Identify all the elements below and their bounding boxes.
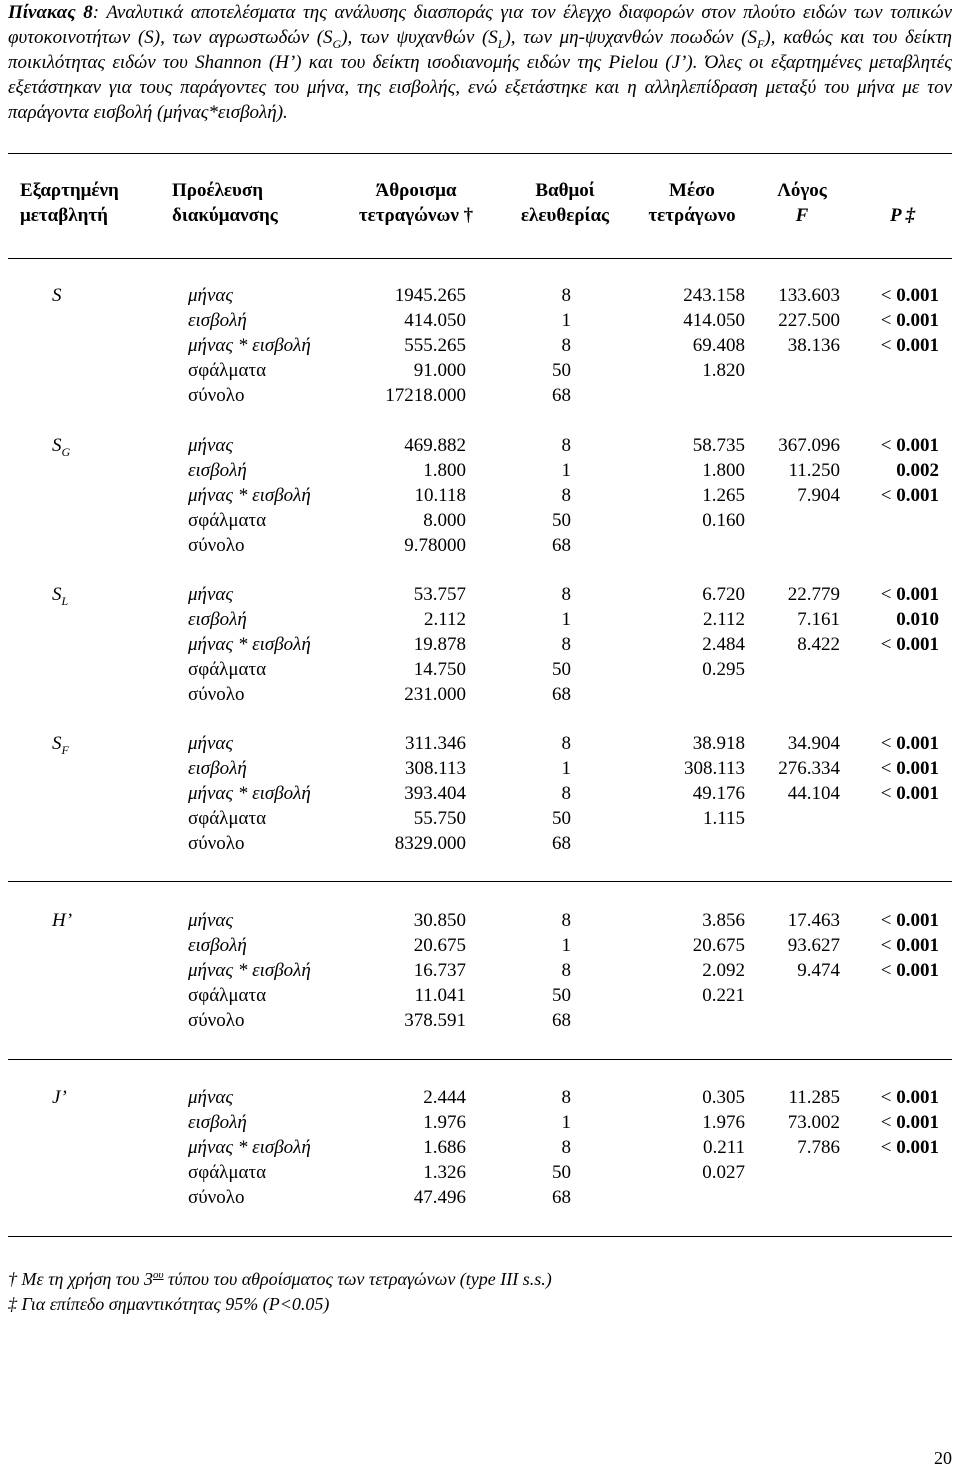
f-ratio-cell: 11.250 <box>788 460 840 481</box>
header-sum-of-squares <box>351 178 481 228</box>
p-value-number: 0.001 <box>896 485 939 506</box>
source-cell: εισβολή <box>188 460 247 481</box>
table-row <box>0 333 960 358</box>
p-value-cell <box>896 607 939 632</box>
table-row <box>0 433 960 458</box>
mean-square-cell: 0.295 <box>702 659 745 680</box>
variable-symbol: H’ <box>52 910 73 931</box>
caption-text-4: ), καθώς και του δείκτη ποικιλότητας ειδών του Shannon (H’) και του δείκτη ισοδιανομής ειδών της Pielou (J’). Όλες οι εξαρτημένες μεταβλητές εξετάστηκαν για τους παράγοντες του μήνα, της εισβολής, ενώ εξετάστηκε και η αλληλεπίδραση μεταξύ του μήνα με τον παράγοντα εισβολή (μήνας*εισβολή). <box>8 27 952 123</box>
table-row <box>0 1160 960 1185</box>
variable-subscript: F <box>61 742 69 757</box>
sum-of-squares-cell: 1.800 <box>423 460 466 481</box>
variable-subscript: L <box>61 593 69 608</box>
p-value-number: 0.001 <box>896 783 939 804</box>
sum-of-squares-cell: 1945.265 <box>394 285 466 306</box>
p-value-number: 0.001 <box>896 584 939 605</box>
footnote-text: † Με τη χρήση του 3 <box>8 1269 153 1289</box>
source-cell: μήνας <box>188 1087 234 1108</box>
header-p-value: P ‡ <box>890 205 916 226</box>
degrees-of-freedom-cell: 8 <box>561 733 571 754</box>
p-value-number: 0.001 <box>896 935 939 956</box>
table-row <box>0 508 960 533</box>
mean-square-cell: 1.820 <box>702 360 745 381</box>
p-value-prefix: < <box>880 310 897 331</box>
dependent-variable-label <box>52 1085 67 1110</box>
source-cell: μήνας <box>188 584 234 605</box>
sum-of-squares-cell: 17218.000 <box>385 385 466 406</box>
degrees-of-freedom-cell: 1 <box>561 1112 571 1133</box>
source-cell: σύνολο <box>188 385 245 406</box>
degrees-of-freedom-cell: 68 <box>552 684 571 705</box>
source-cell: μήνας * εισβολή <box>188 335 311 356</box>
p-value-number: 0.001 <box>896 634 939 655</box>
source-cell: μήνας <box>188 285 234 306</box>
f-ratio-cell: 22.779 <box>787 584 840 605</box>
table-row <box>0 1008 960 1033</box>
f-ratio-cell: 8.422 <box>797 634 840 655</box>
sum-of-squares-cell: 8.000 <box>423 510 466 531</box>
dependent-variable-label <box>52 582 68 607</box>
table-row <box>0 358 960 383</box>
p-value-prefix: < <box>880 285 897 306</box>
table-row <box>0 831 960 856</box>
sum-of-squares-cell: 2.112 <box>423 609 466 630</box>
sum-of-squares-cell: 469.882 <box>404 435 466 456</box>
degrees-of-freedom-cell: 68 <box>552 833 571 854</box>
table-row <box>0 533 960 558</box>
variable-symbol: S <box>52 435 62 456</box>
f-ratio-cell: 17.463 <box>787 910 840 931</box>
sum-of-squares-cell: 55.750 <box>413 808 466 829</box>
p-value-cell <box>881 1135 939 1160</box>
f-ratio-cell: 367.096 <box>778 435 840 456</box>
f-ratio-cell: 44.104 <box>787 783 840 804</box>
caption-text-3: ), των μη-ψυχανθών ποωδών (S <box>504 27 758 48</box>
caption-sub-g: G <box>332 36 342 51</box>
caption-sub-f: F <box>757 36 765 51</box>
sum-of-squares-cell: 19.878 <box>413 634 466 655</box>
degrees-of-freedom-cell: 8 <box>561 1137 571 1158</box>
header-line: Προέλευση <box>172 180 264 201</box>
mean-square-cell: 1.976 <box>702 1112 745 1133</box>
p-value-prefix: < <box>880 960 897 981</box>
degrees-of-freedom-cell: 8 <box>561 435 571 456</box>
p-value-cell <box>881 283 939 308</box>
degrees-of-freedom-cell: 1 <box>561 935 571 956</box>
table-row <box>0 806 960 831</box>
table-row <box>0 1085 960 1110</box>
header-f-ratio <box>762 178 842 228</box>
table-row <box>0 908 960 933</box>
mean-square-cell: 0.305 <box>702 1087 745 1108</box>
f-ratio-cell: 276.334 <box>778 758 840 779</box>
p-value-cell <box>881 333 939 358</box>
degrees-of-freedom-cell: 8 <box>561 335 571 356</box>
degrees-of-freedom-cell: 50 <box>552 808 571 829</box>
footnote-superscript: ου <box>152 1269 164 1281</box>
dependent-variable-label <box>52 908 72 933</box>
p-value-prefix: < <box>880 435 897 456</box>
degrees-of-freedom-cell: 8 <box>561 485 571 506</box>
header-line: τετράγωνο <box>648 205 736 226</box>
source-cell: μήνας * εισβολή <box>188 783 311 804</box>
p-value-prefix: < <box>880 1137 897 1158</box>
p-value-cell <box>881 308 939 333</box>
f-ratio-cell: 7.786 <box>797 1137 840 1158</box>
degrees-of-freedom-cell: 50 <box>552 510 571 531</box>
source-cell: εισβολή <box>188 935 247 956</box>
p-value-prefix: < <box>880 910 897 931</box>
caption-text-2: ), των ψυχανθών (S <box>341 27 498 48</box>
degrees-of-freedom-cell: 8 <box>561 285 571 306</box>
degrees-of-freedom-cell: 8 <box>561 634 571 655</box>
sum-of-squares-cell: 1.976 <box>423 1112 466 1133</box>
header-degrees-of-freedom <box>510 178 620 228</box>
sum-of-squares-cell: 8329.000 <box>394 833 466 854</box>
source-cell: σφάλματα <box>188 1162 267 1183</box>
mean-square-cell: 308.113 <box>683 758 745 779</box>
source-cell: σφάλματα <box>188 808 267 829</box>
p-value-cell <box>881 1085 939 1110</box>
group-divider-rule <box>8 1059 952 1060</box>
header-line: τετραγώνων † <box>358 205 474 226</box>
sum-of-squares-cell: 2.444 <box>423 1087 466 1108</box>
mean-square-cell: 2.092 <box>702 960 745 981</box>
sum-of-squares-cell: 16.737 <box>413 960 466 981</box>
mean-square-cell: 0.221 <box>702 985 745 1006</box>
mean-square-cell: 1.800 <box>702 460 745 481</box>
dependent-variable-label <box>52 283 62 308</box>
header-line: F <box>795 205 809 226</box>
source-cell: εισβολή <box>188 609 247 630</box>
page-number: 20 <box>934 1448 952 1468</box>
mean-square-cell: 3.856 <box>702 910 745 931</box>
p-value-number: 0.001 <box>896 335 939 356</box>
source-cell: μήνας * εισβολή <box>188 634 311 655</box>
p-value-number: 0.001 <box>896 1112 939 1133</box>
variable-subscript: G <box>61 444 71 459</box>
degrees-of-freedom-cell: 68 <box>552 535 571 556</box>
degrees-of-freedom-cell: 1 <box>561 609 571 630</box>
sum-of-squares-cell: 9.78000 <box>404 535 466 556</box>
table-row <box>0 283 960 308</box>
footnotes <box>8 1263 552 1317</box>
source-cell: μήνας <box>188 910 234 931</box>
p-value-prefix: < <box>880 584 897 605</box>
header-line: ελευθερίας <box>520 205 610 226</box>
p-value-cell <box>896 458 939 483</box>
p-value-cell <box>881 933 939 958</box>
table-row <box>0 483 960 508</box>
f-ratio-cell: 7.904 <box>797 485 840 506</box>
p-value-prefix: < <box>880 733 897 754</box>
degrees-of-freedom-cell: 50 <box>552 985 571 1006</box>
source-cell: μήνας <box>188 435 234 456</box>
mean-square-cell: 243.158 <box>683 285 745 306</box>
p-value-cell <box>881 433 939 458</box>
table-row <box>0 958 960 983</box>
source-cell: εισβολή <box>188 1112 247 1133</box>
table-caption <box>8 0 952 125</box>
p-value-number: 0.001 <box>896 1087 939 1108</box>
table-bottom-rule <box>8 1236 952 1237</box>
mean-square-cell: 0.211 <box>702 1137 745 1158</box>
p-value-cell <box>881 908 939 933</box>
sum-of-squares-cell: 231.000 <box>404 684 466 705</box>
p-value-number: 0.001 <box>896 758 939 779</box>
table-row <box>0 308 960 333</box>
f-ratio-cell: 7.161 <box>797 609 840 630</box>
sum-of-squares-cell: 20.675 <box>413 935 466 956</box>
table-row <box>0 1185 960 1210</box>
header-line: διακύμανσης <box>172 205 278 226</box>
sum-of-squares-cell: 308.113 <box>404 758 466 779</box>
f-ratio-cell: 11.285 <box>788 1087 840 1108</box>
p-value-cell <box>881 1110 939 1135</box>
table-row <box>0 1135 960 1160</box>
sum-of-squares-cell: 414.050 <box>404 310 466 331</box>
sum-of-squares-cell: 393.404 <box>404 783 466 804</box>
sum-of-squares-cell: 30.850 <box>413 910 466 931</box>
f-ratio-cell: 93.627 <box>787 935 840 956</box>
header-line: Λόγος <box>777 180 827 201</box>
f-ratio-cell: 9.474 <box>797 960 840 981</box>
table-row <box>0 582 960 607</box>
p-value-number: 0.001 <box>896 910 939 931</box>
mean-square-cell: 58.735 <box>692 435 745 456</box>
sum-of-squares-cell: 47.496 <box>413 1187 466 1208</box>
header-mean-square <box>637 178 747 228</box>
degrees-of-freedom-cell: 50 <box>552 1162 571 1183</box>
degrees-of-freedom-cell: 1 <box>561 310 571 331</box>
variable-symbol: S <box>52 285 62 306</box>
p-value-number: 0.001 <box>896 1137 939 1158</box>
sum-of-squares-cell: 311.346 <box>404 733 466 754</box>
mean-square-cell: 49.176 <box>692 783 745 804</box>
source-cell: εισβολή <box>188 310 247 331</box>
sum-of-squares-cell: 378.591 <box>404 1010 466 1031</box>
p-value-prefix: < <box>880 758 897 779</box>
table-row <box>0 657 960 682</box>
footnote-significance: ‡ Για επίπεδο σημαντικότητας 95% (P<0.05) <box>8 1294 330 1314</box>
dependent-variable-label <box>52 731 69 756</box>
dependent-variable-label <box>52 433 70 458</box>
table-row <box>0 632 960 657</box>
header-line: Εξαρτημένη <box>20 180 119 201</box>
sum-of-squares-cell: 53.757 <box>413 584 466 605</box>
header-source-of-variation <box>172 178 278 228</box>
mean-square-cell: 1.265 <box>702 485 745 506</box>
p-value-cell <box>881 483 939 508</box>
table-row <box>0 607 960 632</box>
sum-of-squares-cell: 11.041 <box>414 985 466 1006</box>
table-top-rule <box>8 153 952 154</box>
source-cell: μήνας <box>188 733 234 754</box>
table-row <box>0 933 960 958</box>
p-value-number: 0.010 <box>896 609 939 630</box>
f-ratio-cell: 38.136 <box>787 335 840 356</box>
p-value-prefix: < <box>880 783 897 804</box>
sum-of-squares-cell: 1.686 <box>423 1137 466 1158</box>
source-cell: σφάλματα <box>188 659 267 680</box>
header-bottom-rule <box>8 258 952 259</box>
caption-text-1: : Αναλυτικά αποτελέσματα της ανάλυσης διασποράς για τον έλεγχο διαφορών στον πλούτο ειδών των τοπικών φυτοκοινοτήτων (S), των αγρωστωδών (S <box>8 2 953 48</box>
degrees-of-freedom-cell: 68 <box>552 1010 571 1031</box>
mean-square-cell: 69.408 <box>692 335 745 356</box>
degrees-of-freedom-cell: 1 <box>561 460 571 481</box>
mean-square-cell: 2.484 <box>702 634 745 655</box>
source-cell: σύνολο <box>188 1010 245 1031</box>
source-cell: σφάλματα <box>188 985 267 1006</box>
f-ratio-cell: 73.002 <box>787 1112 840 1133</box>
source-cell: σφάλματα <box>188 510 267 531</box>
p-value-number: 0.001 <box>896 733 939 754</box>
variable-symbol: S <box>52 584 62 605</box>
p-value-number: 0.001 <box>896 960 939 981</box>
header-line: Άθροισμα <box>375 180 457 201</box>
group-divider-rule <box>8 881 952 882</box>
sum-of-squares-cell: 555.265 <box>404 335 466 356</box>
p-value-cell <box>881 731 939 756</box>
p-value-number: 0.001 <box>896 285 939 306</box>
degrees-of-freedom-cell: 1 <box>561 758 571 779</box>
p-value-cell <box>881 756 939 781</box>
mean-square-cell: 38.918 <box>692 733 745 754</box>
p-value-prefix: < <box>880 1087 897 1108</box>
p-value-cell <box>881 632 939 657</box>
degrees-of-freedom-cell: 68 <box>552 1187 571 1208</box>
header-line: Βαθμοί <box>535 180 595 201</box>
mean-square-cell: 2.112 <box>702 609 745 630</box>
f-ratio-cell: 34.904 <box>787 733 840 754</box>
p-value-prefix: < <box>880 634 897 655</box>
source-cell: μήνας * εισβολή <box>188 960 311 981</box>
mean-square-cell: 0.160 <box>702 510 745 531</box>
table-row <box>0 1110 960 1135</box>
p-value-prefix: < <box>880 935 897 956</box>
degrees-of-freedom-cell: 8 <box>561 783 571 804</box>
p-value-number: 0.001 <box>896 435 939 456</box>
p-value-number: 0.001 <box>896 310 939 331</box>
mean-square-cell: 6.720 <box>702 584 745 605</box>
source-cell: σύνολο <box>188 535 245 556</box>
sum-of-squares-cell: 10.118 <box>414 485 466 506</box>
p-value-prefix: < <box>880 335 897 356</box>
table-row <box>0 383 960 408</box>
table-row <box>0 682 960 707</box>
source-cell: μήνας * εισβολή <box>188 1137 311 1158</box>
source-cell: σύνολο <box>188 833 245 854</box>
caption-label: Πίνακας 8 <box>8 2 93 23</box>
footnote-sum-of-squares <box>8 1263 552 1292</box>
variable-symbol: S <box>52 733 62 754</box>
p-value-cell <box>881 958 939 983</box>
degrees-of-freedom-cell: 8 <box>561 1087 571 1108</box>
table-row <box>0 781 960 806</box>
header-dependent-variable <box>20 178 119 228</box>
p-value-prefix: < <box>880 485 897 506</box>
degrees-of-freedom-cell: 50 <box>552 659 571 680</box>
f-ratio-cell: 227.500 <box>778 310 840 331</box>
p-value-cell <box>881 781 939 806</box>
f-ratio-cell: 133.603 <box>778 285 840 306</box>
mean-square-cell: 0.027 <box>702 1162 745 1183</box>
mean-square-cell: 20.675 <box>692 935 745 956</box>
header-line: Μέσο <box>669 180 715 201</box>
sum-of-squares-cell: 14.750 <box>413 659 466 680</box>
table-row <box>0 458 960 483</box>
table-row <box>0 731 960 756</box>
degrees-of-freedom-cell: 8 <box>561 910 571 931</box>
mean-square-cell: 1.115 <box>702 808 745 829</box>
degrees-of-freedom-cell: 8 <box>561 960 571 981</box>
degrees-of-freedom-cell: 50 <box>552 360 571 381</box>
p-value-number: 0.002 <box>896 460 939 481</box>
degrees-of-freedom-cell: 68 <box>552 385 571 406</box>
variable-symbol: J’ <box>52 1087 67 1108</box>
source-cell: σύνολο <box>188 684 245 705</box>
header-line: μεταβλητή <box>20 205 108 226</box>
degrees-of-freedom-cell: 8 <box>561 584 571 605</box>
caption-sub-l: L <box>497 36 505 51</box>
p-value-cell <box>881 582 939 607</box>
p-value-prefix: < <box>880 1112 897 1133</box>
source-cell: σύνολο <box>188 1187 245 1208</box>
mean-square-cell: 414.050 <box>683 310 745 331</box>
sum-of-squares-cell: 1.326 <box>423 1162 466 1183</box>
table-row <box>0 983 960 1008</box>
source-cell: εισβολή <box>188 758 247 779</box>
source-cell: μήνας * εισβολή <box>188 485 311 506</box>
source-cell: σφάλματα <box>188 360 267 381</box>
sum-of-squares-cell: 91.000 <box>413 360 466 381</box>
table-row <box>0 756 960 781</box>
footnote-text: τύπου του αθροίσματος των τετραγώνων (type III s.s.) <box>163 1269 552 1289</box>
